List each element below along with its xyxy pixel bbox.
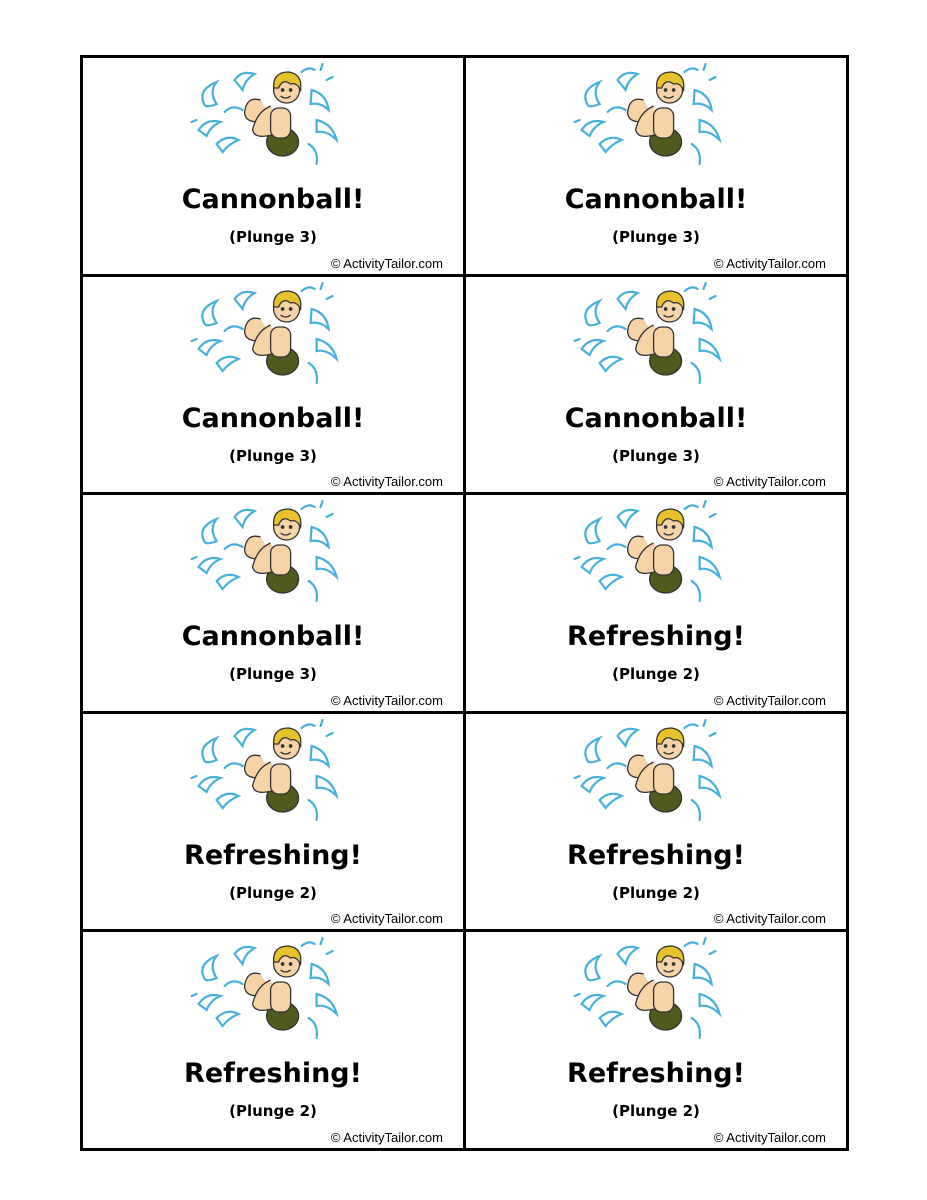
card-title: Refreshing! <box>184 839 362 871</box>
card-title: Refreshing! <box>567 839 745 871</box>
cannonball-diver-icon <box>570 497 730 607</box>
card <box>466 58 846 274</box>
card-sheet <box>80 55 849 1151</box>
cannonball-diver-icon <box>187 60 347 170</box>
copyright-notice: © ActivityTailor.com <box>330 474 443 490</box>
cannonball-diver-icon <box>570 279 730 389</box>
cannonball-diver-icon <box>187 497 347 607</box>
card-subtitle: (Plunge 3) <box>612 228 700 246</box>
card-subtitle: (Plunge 3) <box>229 665 317 684</box>
card-title: Refreshing! <box>184 1058 362 1090</box>
card-subtitle: (Plunge 2) <box>612 883 700 902</box>
cannonball-diver-icon <box>570 60 730 170</box>
copyright-notice: © ActivityTailor.com <box>330 255 443 271</box>
card <box>83 932 463 1148</box>
cannonball-diver-icon <box>570 716 730 826</box>
cannonball-diver-icon <box>187 934 347 1044</box>
card-title: Cannonball! <box>181 621 365 653</box>
copyright-notice: © ActivityTailor.com <box>330 1130 443 1145</box>
card <box>466 714 846 930</box>
card-title: Cannonball! <box>564 402 748 434</box>
copyright-notice: © ActivityTailor.com <box>713 911 826 927</box>
card-subtitle: (Plunge 3) <box>229 228 317 246</box>
card-title: Cannonball! <box>181 402 365 434</box>
card <box>83 714 463 930</box>
cannonball-diver-icon <box>187 279 347 389</box>
copyright-notice: © ActivityTailor.com <box>713 1130 826 1145</box>
copyright-notice: © ActivityTailor.com <box>330 911 443 927</box>
card <box>466 495 846 711</box>
copyright-notice: © ActivityTailor.com <box>713 474 826 490</box>
card-subtitle: (Plunge 2) <box>612 665 700 684</box>
card-subtitle: (Plunge 2) <box>229 1102 317 1121</box>
card-title: Refreshing! <box>567 1058 745 1090</box>
card <box>466 277 846 493</box>
card-subtitle: (Plunge 3) <box>612 446 700 465</box>
card <box>466 932 846 1148</box>
card <box>83 58 463 274</box>
copyright-notice: © ActivityTailor.com <box>330 692 443 708</box>
card-title: Cannonball! <box>564 184 748 215</box>
card <box>83 277 463 493</box>
card-title: Refreshing! <box>567 621 745 653</box>
cannonball-diver-icon <box>570 934 730 1044</box>
copyright-notice: © ActivityTailor.com <box>713 255 826 271</box>
card-subtitle: (Plunge 2) <box>229 883 317 902</box>
card-title: Cannonball! <box>181 184 365 215</box>
card <box>83 495 463 711</box>
card-subtitle: (Plunge 2) <box>612 1102 700 1121</box>
card-subtitle: (Plunge 3) <box>229 446 317 465</box>
cannonball-diver-icon <box>187 716 347 826</box>
copyright-notice: © ActivityTailor.com <box>713 692 826 708</box>
